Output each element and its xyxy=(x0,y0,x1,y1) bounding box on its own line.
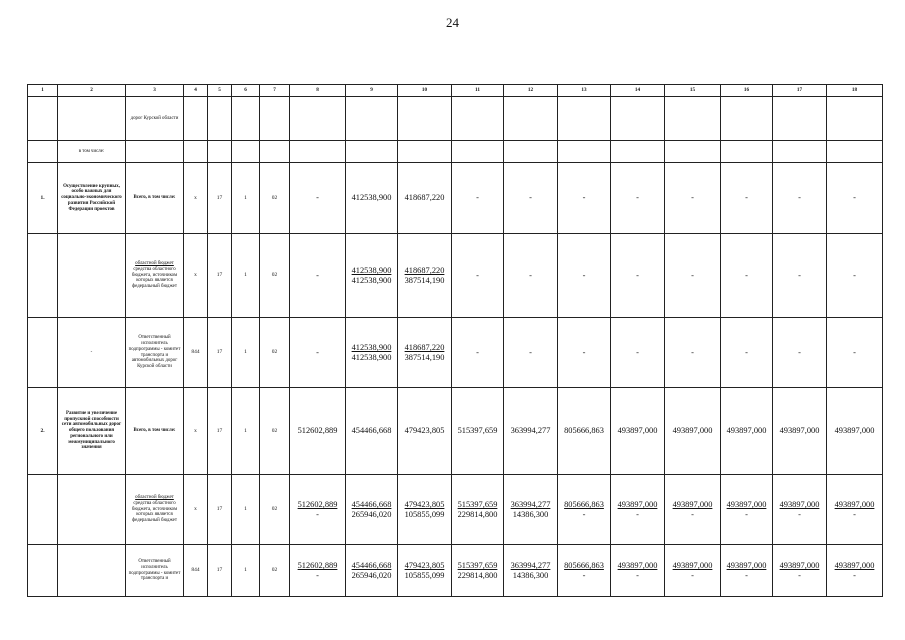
cell-value: 412538,900 xyxy=(351,352,392,362)
table-cell-col-3: Ответственный исполнитель подпрограммы - комитет транспорта и автомобильных дорог Курской области xyxy=(126,318,184,388)
table-cell-col-18 xyxy=(827,545,883,597)
table-cell-col-12 xyxy=(504,234,558,318)
cell-value: 265946,020 xyxy=(351,570,392,580)
table-cell-col-18 xyxy=(827,318,883,388)
cell-value: 229814,800 xyxy=(457,570,498,580)
table-cell-col-10 xyxy=(398,388,452,475)
table-cell-col-9 xyxy=(346,141,398,163)
table-cell-col-14 xyxy=(611,545,665,597)
table-cell-col-16 xyxy=(721,234,773,318)
table-row xyxy=(28,388,883,475)
table-cell-col-15 xyxy=(665,163,721,234)
cell-value: 105855,099 xyxy=(404,509,445,519)
cell-value: - xyxy=(798,570,801,580)
table-cell-col-12 xyxy=(504,97,558,141)
table-cell-col-13 xyxy=(558,545,611,597)
table-cell-col-13 xyxy=(558,388,611,475)
table-cell-col-6 xyxy=(232,141,260,163)
cell-value: - xyxy=(853,270,856,280)
cell-value: 14386,300 xyxy=(512,570,549,580)
table-cell-col-7 xyxy=(260,141,290,163)
table-cell-col-14 xyxy=(611,141,665,163)
cell-value: - xyxy=(582,347,586,357)
table-cell-col-14 xyxy=(611,163,665,234)
cell-value: - xyxy=(745,270,748,280)
table-cell-col-1 xyxy=(28,545,58,597)
cell-value: 493897,000 xyxy=(834,426,875,436)
table-cell-col-4: х xyxy=(184,163,208,234)
cell-value: 418687,220 xyxy=(404,266,445,276)
table-cell-col-7: 02 xyxy=(260,475,290,545)
cell-value: 512602,889 xyxy=(297,500,338,510)
cell-value: 454466,668 xyxy=(351,500,392,510)
table-cell-col-2 xyxy=(58,97,126,141)
table-cell-col-17 xyxy=(773,318,827,388)
table-cell-col-5 xyxy=(208,97,232,141)
table-cell-col-17 xyxy=(773,388,827,475)
table-row xyxy=(28,545,883,597)
table-cell-col-1 xyxy=(28,234,58,318)
table-cell-col-17 xyxy=(773,545,827,597)
table-cell-col-3 xyxy=(126,234,184,318)
cell-value: 387514,190 xyxy=(404,275,445,285)
cell-value: - xyxy=(636,270,639,280)
cell-value: 493897,000 xyxy=(779,500,820,510)
cell-value: - xyxy=(798,347,801,357)
table-row xyxy=(28,141,883,163)
cell-value: - xyxy=(636,570,639,580)
cell-value: 105855,099 xyxy=(404,570,445,580)
cell-value: 515397,659 xyxy=(457,561,498,571)
table-cell-col-5: 17 xyxy=(208,388,232,475)
cell-value: - xyxy=(476,347,479,357)
table-cell-col-16 xyxy=(721,318,773,388)
table-cell-col-2: Развитие и увеличение пропускной способности сети автомобильных дорог общего пользования регионального или межмуниципального значения xyxy=(58,388,126,475)
table-cell-col-13 xyxy=(558,318,611,388)
table-cell-col-18 xyxy=(827,97,883,141)
table-cell-col-3: дорог Курской области xyxy=(126,97,184,141)
table-cell-col-17 xyxy=(773,234,827,318)
header-cell: 7 xyxy=(260,85,290,97)
table-cell-col-17 xyxy=(773,475,827,545)
table-cell-col-14 xyxy=(611,388,665,475)
table-cell-col-5 xyxy=(208,141,232,163)
cell-value: 479423,805 xyxy=(404,561,445,571)
cell-value: - xyxy=(582,570,586,580)
cell-value: - xyxy=(636,193,639,203)
table-cell-col-8 xyxy=(290,545,346,597)
table-cell-col-7: 02 xyxy=(260,388,290,475)
table-cell-col-6: 1 xyxy=(232,545,260,597)
table-cell-col-13 xyxy=(558,141,611,163)
cell-value: 265946,020 xyxy=(351,509,392,519)
table-cell-col-2 xyxy=(58,545,126,597)
cell-value: 412538,900 xyxy=(351,266,392,276)
table-cell-col-6: 1 xyxy=(232,475,260,545)
table-cell-col-18 xyxy=(827,234,883,318)
table-cell-col-3: Ответственный исполнитель подпрограммы - комитет транспорта и xyxy=(126,545,184,597)
table-cell-col-8: - xyxy=(290,234,346,318)
cell-value: - xyxy=(691,347,694,357)
cell-value: 363994,277 xyxy=(510,500,551,510)
cell-value: - xyxy=(745,193,748,203)
table-cell-col-2 xyxy=(58,234,126,318)
table-cell-col-8: - xyxy=(290,163,346,234)
cell-value: 387514,190 xyxy=(404,352,445,362)
table-cell-col-7 xyxy=(260,97,290,141)
table-cell-col-15 xyxy=(665,475,721,545)
table-cell-col-11 xyxy=(452,545,504,597)
header-cell: 9 xyxy=(346,85,398,97)
table-cell-col-1 xyxy=(28,318,58,388)
table-cell-col-16 xyxy=(721,141,773,163)
budget-source-title: областной бюджет xyxy=(135,261,174,267)
table-cell-col-7: 02 xyxy=(260,234,290,318)
table-cell-col-15 xyxy=(665,388,721,475)
table-cell-col-4: х xyxy=(184,475,208,545)
table-cell-col-15 xyxy=(665,318,721,388)
table-cell-col-11 xyxy=(452,97,504,141)
header-cell: 11 xyxy=(452,85,504,97)
cell-value: 493897,000 xyxy=(672,500,713,510)
table-cell-col-1 xyxy=(28,141,58,163)
table-cell-col-16 xyxy=(721,97,773,141)
table-cell-col-14 xyxy=(611,475,665,545)
cell-value: - xyxy=(316,509,319,519)
table-cell-col-14 xyxy=(611,97,665,141)
cell-value: - xyxy=(582,193,586,203)
table-cell-col-9 xyxy=(346,163,398,234)
table-cell-col-8 xyxy=(290,141,346,163)
header-cell: 14 xyxy=(611,85,665,97)
table-cell-col-11 xyxy=(452,141,504,163)
cell-value: - xyxy=(691,193,694,203)
table-cell-col-1: 2. xyxy=(28,388,58,475)
table-cell-col-7: 02 xyxy=(260,318,290,388)
table-cell-col-1 xyxy=(28,475,58,545)
budget-source-description: средства областного бюджета, источником которых является федеральный бюджет xyxy=(131,500,178,524)
table-cell-col-12 xyxy=(504,545,558,597)
cell-value: - xyxy=(636,509,639,519)
header-cell: 17 xyxy=(773,85,827,97)
header-cell: 15 xyxy=(665,85,721,97)
table-cell-col-3: Всего, в том числе: xyxy=(126,388,184,475)
cell-value: - xyxy=(636,347,639,357)
table-cell-col-10 xyxy=(398,545,452,597)
table-cell-col-5: 17 xyxy=(208,545,232,597)
cell-value: 229814,800 xyxy=(457,509,498,519)
cell-value: 418687,220 xyxy=(404,193,445,203)
cell-value: 493897,000 xyxy=(834,500,875,510)
cell-value: 412538,900 xyxy=(351,193,392,203)
cell-value: 493897,000 xyxy=(834,561,875,571)
table-cell-col-9 xyxy=(346,545,398,597)
table-cell-col-5: 17 xyxy=(208,163,232,234)
cell-value: 805666,863 xyxy=(564,561,604,571)
table-cell-col-17 xyxy=(773,97,827,141)
header-cell: 10 xyxy=(398,85,452,97)
table-cell-col-18 xyxy=(827,475,883,545)
cell-value: - xyxy=(853,509,856,519)
header-cell: 6 xyxy=(232,85,260,97)
table-cell-col-6: 1 xyxy=(232,318,260,388)
cell-value: 515397,659 xyxy=(457,500,498,510)
table-cell-col-13 xyxy=(558,475,611,545)
table-cell-col-6: 1 xyxy=(232,234,260,318)
cell-value: - xyxy=(853,347,856,357)
header-cell: 2 xyxy=(58,85,126,97)
table-cell-col-12 xyxy=(504,388,558,475)
header-cell: 8 xyxy=(290,85,346,97)
header-cell: 13 xyxy=(558,85,611,97)
table-cell-col-12 xyxy=(504,141,558,163)
header-cell: 5 xyxy=(208,85,232,97)
table-cell-col-9 xyxy=(346,234,398,318)
table-cell-col-13 xyxy=(558,97,611,141)
table-cell-col-11 xyxy=(452,163,504,234)
table-cell-col-4: 844 xyxy=(184,318,208,388)
header-cell: 16 xyxy=(721,85,773,97)
budget-source-description: средства областного бюджета, источником которых является федеральный бюджет xyxy=(131,266,178,290)
cell-value: 515397,659 xyxy=(457,426,498,436)
table-cell-col-4 xyxy=(184,141,208,163)
table-cell-col-12 xyxy=(504,163,558,234)
cell-value: 493897,000 xyxy=(617,500,658,510)
table-cell-col-2: в том числе: xyxy=(58,141,126,163)
cell-value: - xyxy=(798,509,801,519)
cell-value: - xyxy=(691,270,694,280)
cell-value: 493897,000 xyxy=(617,426,658,436)
table-cell-col-16 xyxy=(721,163,773,234)
table-cell-col-10 xyxy=(398,141,452,163)
table-cell-col-6 xyxy=(232,97,260,141)
cell-value: 493897,000 xyxy=(726,426,767,436)
table-cell-col-9 xyxy=(346,388,398,475)
cell-value: 479423,805 xyxy=(404,426,445,436)
table-cell-col-3 xyxy=(126,141,184,163)
table-row xyxy=(28,475,883,545)
table-cell-col-14 xyxy=(611,318,665,388)
header-cell: 4 xyxy=(184,85,208,97)
cell-value: 454466,668 xyxy=(351,426,392,436)
table-cell-col-10 xyxy=(398,318,452,388)
table-cell-col-15 xyxy=(665,141,721,163)
page-number: 24 xyxy=(446,15,459,30)
table-cell-col-13 xyxy=(558,234,611,318)
table-cell-col-16 xyxy=(721,388,773,475)
table-cell-col-10 xyxy=(398,163,452,234)
table-cell-col-5: 17 xyxy=(208,475,232,545)
cell-value: - xyxy=(582,270,586,280)
cell-value: - xyxy=(529,347,532,357)
cell-value: 805666,863 xyxy=(564,426,604,436)
header-cell: 1 xyxy=(28,85,58,97)
table-cell-col-14 xyxy=(611,234,665,318)
table-cell-col-2: Осуществление крупных, особо важных для социально-экономического развития Российской Федерации проектов xyxy=(58,163,126,234)
table-cell-col-7: 02 xyxy=(260,545,290,597)
table-cell-col-4: 844 xyxy=(184,545,208,597)
table-cell-col-8: - xyxy=(290,318,346,388)
table-cell-col-2: - xyxy=(58,318,126,388)
table-cell-col-18 xyxy=(827,141,883,163)
cell-value: - xyxy=(745,509,748,519)
header-cell: 18 xyxy=(827,85,883,97)
table-cell-col-3: Всего, в том числе: xyxy=(126,163,184,234)
cell-value: - xyxy=(476,270,479,280)
table-cell-col-10 xyxy=(398,97,452,141)
cell-value: 493897,000 xyxy=(779,426,820,436)
cell-value: - xyxy=(529,270,532,280)
table-cell-col-10 xyxy=(398,234,452,318)
table-cell-col-9 xyxy=(346,475,398,545)
table-cell-col-5: 17 xyxy=(208,318,232,388)
header-cell: 3 xyxy=(126,85,184,97)
cell-value: 454466,668 xyxy=(351,561,392,571)
header-row xyxy=(28,85,883,97)
cell-value: - xyxy=(853,193,856,203)
table-cell-col-15 xyxy=(665,545,721,597)
cell-value: 493897,000 xyxy=(726,561,767,571)
cell-value: 412538,900 xyxy=(351,275,392,285)
cell-value: - xyxy=(798,270,801,280)
table-cell-col-18 xyxy=(827,163,883,234)
table-cell-col-1: 1. xyxy=(28,163,58,234)
cell-value: 479423,805 xyxy=(404,500,445,510)
cell-value: - xyxy=(745,347,748,357)
table-cell-col-8 xyxy=(290,475,346,545)
table-cell-col-12 xyxy=(504,318,558,388)
table-cell-col-17 xyxy=(773,141,827,163)
cell-value: - xyxy=(691,509,694,519)
table-cell-col-5: 17 xyxy=(208,234,232,318)
table-row xyxy=(28,97,883,141)
cell-value: 805666,863 xyxy=(564,500,604,510)
cell-value: 418687,220 xyxy=(404,343,445,353)
cell-value: 363994,277 xyxy=(510,561,551,571)
cell-value: 412538,900 xyxy=(351,343,392,353)
cell-value: 14386,300 xyxy=(512,509,549,519)
table-row xyxy=(28,163,883,234)
table-cell-col-13 xyxy=(558,163,611,234)
table-cell-col-16 xyxy=(721,545,773,597)
table-cell-col-12 xyxy=(504,475,558,545)
cell-value: 493897,000 xyxy=(672,426,713,436)
table-cell-col-17 xyxy=(773,163,827,234)
table-cell-col-10 xyxy=(398,475,452,545)
budget-table xyxy=(27,84,883,597)
table-cell-col-3 xyxy=(126,475,184,545)
cell-value: - xyxy=(745,570,748,580)
table-cell-col-9 xyxy=(346,97,398,141)
table-cell-col-2 xyxy=(58,475,126,545)
budget-source-title: областной бюджет xyxy=(135,495,174,501)
table-cell-col-9 xyxy=(346,318,398,388)
cell-value: - xyxy=(582,509,586,519)
cell-value: 512602,889 xyxy=(297,561,338,571)
table-cell-col-16 xyxy=(721,475,773,545)
table-cell-col-4 xyxy=(184,97,208,141)
table-cell-col-6: 1 xyxy=(232,388,260,475)
table-cell-col-15 xyxy=(665,234,721,318)
table-cell-col-18 xyxy=(827,388,883,475)
table-cell-col-7: 02 xyxy=(260,163,290,234)
table-cell-col-4: х xyxy=(184,388,208,475)
cell-value: 493897,000 xyxy=(672,561,713,571)
table-cell-col-15 xyxy=(665,97,721,141)
cell-value: 493897,000 xyxy=(726,500,767,510)
table-row xyxy=(28,318,883,388)
cell-value: 493897,000 xyxy=(779,561,820,571)
cell-value: - xyxy=(691,570,694,580)
header-cell: 12 xyxy=(504,85,558,97)
table-row xyxy=(28,234,883,318)
table-cell-col-6: 1 xyxy=(232,163,260,234)
table-cell-col-11 xyxy=(452,475,504,545)
cell-value: - xyxy=(476,193,479,203)
table-cell-col-11 xyxy=(452,388,504,475)
cell-value: - xyxy=(798,193,801,203)
table-cell-col-8: 512602,889 xyxy=(290,388,346,475)
cell-value: - xyxy=(853,570,856,580)
table-cell-col-1 xyxy=(28,97,58,141)
cell-value: 363994,277 xyxy=(510,426,551,436)
table-cell-col-11 xyxy=(452,318,504,388)
cell-value: - xyxy=(316,570,319,580)
table-cell-col-11 xyxy=(452,234,504,318)
cell-value: 493897,000 xyxy=(617,561,658,571)
table-cell-col-8 xyxy=(290,97,346,141)
table-cell-col-4: х xyxy=(184,234,208,318)
cell-value: - xyxy=(529,193,532,203)
